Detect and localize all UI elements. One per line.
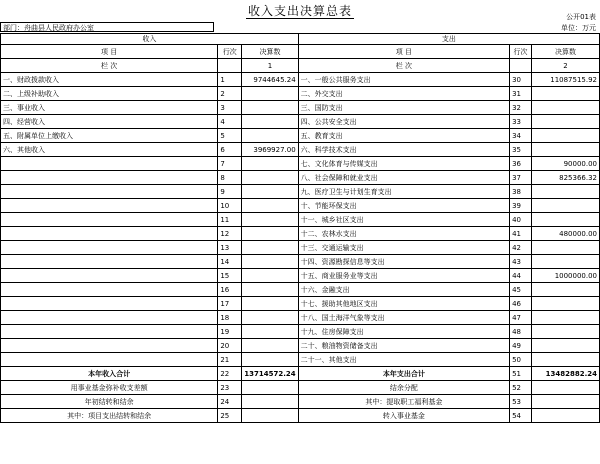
- expense-amount-header: 决算数: [532, 45, 600, 59]
- expense-amount-cell[interactable]: [532, 115, 600, 129]
- income-item-cell: [1, 339, 218, 353]
- expense-line-cell: 41: [510, 227, 532, 241]
- expense-section-header: 支出: [298, 34, 599, 45]
- table-row: [1, 325, 600, 339]
- income-amount-cell[interactable]: [242, 171, 298, 185]
- expense-amount-cell[interactable]: [532, 241, 600, 255]
- expense-column-label: 栏 次: [298, 59, 509, 73]
- income-amount-header: 决算数: [242, 45, 298, 59]
- income-amount-cell[interactable]: [242, 395, 298, 409]
- income-line-cell: 25: [218, 409, 242, 423]
- income-amount-cell[interactable]: [242, 87, 298, 101]
- summary-table: [0, 33, 600, 423]
- expense-line-cell: 47: [510, 311, 532, 325]
- report-title: [0, 2, 600, 19]
- income-item-cell: 本年收入合计: [1, 367, 218, 381]
- expense-item-cell: 一、一般公共服务支出: [298, 73, 509, 87]
- income-line-cell: 21: [218, 353, 242, 367]
- income-item-header: 项 目: [1, 45, 218, 59]
- expense-line-cell: 54: [510, 409, 532, 423]
- table-row: [1, 199, 600, 213]
- expense-item-cell: 二十、粮油物资储备支出: [298, 339, 509, 353]
- table-body: [1, 73, 600, 423]
- expense-line-cell: 42: [510, 241, 532, 255]
- income-line-cell: 6: [218, 143, 242, 157]
- table-row: [1, 87, 600, 101]
- income-amount-cell[interactable]: [242, 311, 298, 325]
- table-row: [1, 115, 600, 129]
- income-amount-cell[interactable]: [242, 283, 298, 297]
- table-row: [1, 395, 600, 409]
- income-line-cell: 16: [218, 283, 242, 297]
- expense-line-header: 行次: [510, 45, 532, 59]
- expense-line-cell: 33: [510, 115, 532, 129]
- income-amount-cell[interactable]: [242, 269, 298, 283]
- expense-line-cell: 39: [510, 199, 532, 213]
- expense-item-cell: 其中：提取职工福利基金: [298, 395, 509, 409]
- expense-amount-cell[interactable]: [532, 297, 600, 311]
- income-amount-cell[interactable]: [242, 325, 298, 339]
- expense-line-cell: 44: [510, 269, 532, 283]
- expense-item-cell: 五、教育支出: [298, 129, 509, 143]
- expense-line-cell: 52: [510, 381, 532, 395]
- income-amount-cell[interactable]: [242, 185, 298, 199]
- income-item-cell: 四、经营收入: [1, 115, 218, 129]
- income-amount-cell[interactable]: [242, 241, 298, 255]
- income-line-cell: 18: [218, 311, 242, 325]
- income-amount-cell[interactable]: [242, 129, 298, 143]
- table-row: [1, 129, 600, 143]
- expense-amount-cell[interactable]: [532, 143, 600, 157]
- expense-line-cell: 34: [510, 129, 532, 143]
- income-line-header: 行次: [218, 45, 242, 59]
- income-item-cell: 年初结转和结余: [1, 395, 218, 409]
- income-item-cell: 其中：项目支出结转和结余: [1, 409, 218, 423]
- expense-amount-cell[interactable]: [532, 129, 600, 143]
- table-row: [1, 381, 600, 395]
- expense-line-cell: 49: [510, 339, 532, 353]
- section-header-row: [1, 34, 600, 45]
- expense-item-cell: 十、节能环保支出: [298, 199, 509, 213]
- income-item-cell: 用事业基金弥补收支差额: [1, 381, 218, 395]
- expense-line-cell: 37: [510, 171, 532, 185]
- table-row: [1, 409, 600, 423]
- income-line-cell: 22: [218, 367, 242, 381]
- unit-label: 单位：万元: [561, 24, 596, 32]
- income-amount-cell[interactable]: [242, 101, 298, 115]
- column-header-row: [1, 45, 600, 59]
- income-amount-cell[interactable]: [242, 353, 298, 367]
- income-line-cell: 5: [218, 129, 242, 143]
- expense-amount-cell[interactable]: 90000.00: [532, 157, 600, 171]
- table-row: [1, 339, 600, 353]
- income-line-cell: 24: [218, 395, 242, 409]
- expense-line-cell: 35: [510, 143, 532, 157]
- income-column-number: 1: [242, 59, 298, 73]
- income-line-cell: 17: [218, 297, 242, 311]
- table-row: [1, 143, 600, 157]
- expense-line-cell: 48: [510, 325, 532, 339]
- expense-line-cell: 53: [510, 395, 532, 409]
- expense-line-cell: 32: [510, 101, 532, 115]
- income-line-cell: 8: [218, 171, 242, 185]
- income-item-cell: [1, 255, 218, 269]
- expense-line-cell: 40: [510, 213, 532, 227]
- expense-column-line-blank: [510, 59, 532, 73]
- expense-amount-cell[interactable]: 1000000.00: [532, 269, 600, 283]
- expense-amount-cell[interactable]: [532, 311, 600, 325]
- income-amount-cell[interactable]: [242, 255, 298, 269]
- income-line-cell: 2: [218, 87, 242, 101]
- table-row: [1, 353, 600, 367]
- table-row: [1, 241, 600, 255]
- expense-column-number: 2: [532, 59, 600, 73]
- income-line-cell: 4: [218, 115, 242, 129]
- expense-item-cell: 转入事业基金: [298, 409, 509, 423]
- report-title-text: 收入支出决算总表: [247, 4, 352, 18]
- income-line-cell: 20: [218, 339, 242, 353]
- income-line-cell: 14: [218, 255, 242, 269]
- table-row: [1, 297, 600, 311]
- income-item-cell: 三、事业收入: [1, 101, 218, 115]
- income-item-cell: [1, 269, 218, 283]
- income-item-cell: [1, 353, 218, 367]
- income-amount-cell[interactable]: [242, 297, 298, 311]
- income-item-cell: [1, 199, 218, 213]
- income-item-cell: [1, 283, 218, 297]
- expense-item-cell: 十二、农林水支出: [298, 227, 509, 241]
- income-section-header: 收入: [1, 34, 299, 45]
- income-item-cell: 五、附属单位上缴收入: [1, 129, 218, 143]
- income-line-cell: 1: [218, 73, 242, 87]
- expense-item-cell: 十六、金融支出: [298, 283, 509, 297]
- income-item-cell: [1, 185, 218, 199]
- table-row: [1, 171, 600, 185]
- expense-amount-cell[interactable]: [532, 101, 600, 115]
- income-item-cell: [1, 325, 218, 339]
- column-index-row: [1, 59, 600, 73]
- income-line-cell: 19: [218, 325, 242, 339]
- table-row: [1, 283, 600, 297]
- income-line-cell: 13: [218, 241, 242, 255]
- expense-line-cell: 50: [510, 353, 532, 367]
- income-amount-cell[interactable]: [242, 157, 298, 171]
- income-line-cell: 12: [218, 227, 242, 241]
- expense-item-cell: 十一、城乡社区支出: [298, 213, 509, 227]
- income-column-line-blank: [218, 59, 242, 73]
- table-row: [1, 213, 600, 227]
- income-item-cell: [1, 213, 218, 227]
- income-item-cell: [1, 157, 218, 171]
- expense-amount-cell[interactable]: [532, 409, 600, 423]
- expense-amount-cell[interactable]: 11087515.92: [532, 73, 600, 87]
- expense-amount-cell[interactable]: [532, 185, 600, 199]
- expense-item-cell: 二十一、其他支出: [298, 353, 509, 367]
- expense-item-cell: 八、社会保障和就业支出: [298, 171, 509, 185]
- income-amount-cell[interactable]: [242, 409, 298, 423]
- expense-amount-cell[interactable]: [532, 395, 600, 409]
- income-line-cell: 9: [218, 185, 242, 199]
- income-amount-cell[interactable]: [242, 213, 298, 227]
- income-amount-cell[interactable]: [242, 381, 298, 395]
- expense-line-cell: 43: [510, 255, 532, 269]
- income-item-cell: [1, 241, 218, 255]
- income-line-cell: 11: [218, 213, 242, 227]
- income-line-cell: 7: [218, 157, 242, 171]
- expense-amount-cell[interactable]: [532, 353, 600, 367]
- expense-item-cell: 十八、国土海洋气象等支出: [298, 311, 509, 325]
- income-line-cell: 23: [218, 381, 242, 395]
- expense-item-cell: 十五、商业服务业等支出: [298, 269, 509, 283]
- expense-line-cell: 31: [510, 87, 532, 101]
- expense-item-cell: 三、国防支出: [298, 101, 509, 115]
- expense-amount-cell[interactable]: [532, 339, 600, 353]
- expense-amount-cell[interactable]: 480000.00: [532, 227, 600, 241]
- expense-item-cell: 六、科学技术支出: [298, 143, 509, 157]
- department-field[interactable]: 部门：舟曲县人民政府办公室: [0, 22, 214, 32]
- expense-line-cell: 51: [510, 367, 532, 381]
- expense-amount-cell[interactable]: [532, 381, 600, 395]
- expense-line-cell: 30: [510, 73, 532, 87]
- income-amount-cell[interactable]: [242, 227, 298, 241]
- income-amount-cell[interactable]: [242, 339, 298, 353]
- expense-item-cell: 本年支出合计: [298, 367, 509, 381]
- income-amount-cell[interactable]: [242, 199, 298, 213]
- expense-line-cell: 38: [510, 185, 532, 199]
- expense-item-cell: 十三、交通运输支出: [298, 241, 509, 255]
- table-row: [1, 311, 600, 325]
- income-column-label: 栏 次: [1, 59, 218, 73]
- expense-line-cell: 36: [510, 157, 532, 171]
- expense-amount-cell[interactable]: [532, 213, 600, 227]
- table-row: [1, 185, 600, 199]
- income-amount-cell[interactable]: [242, 115, 298, 129]
- table-row: [1, 101, 600, 115]
- income-line-cell: 15: [218, 269, 242, 283]
- expense-amount-cell[interactable]: 825366.32: [532, 171, 600, 185]
- expense-item-cell: 九、医疗卫生与计划生育支出: [298, 185, 509, 199]
- expense-item-cell: 结余分配: [298, 381, 509, 395]
- income-item-cell: [1, 311, 218, 325]
- income-line-cell: 3: [218, 101, 242, 115]
- income-amount-cell[interactable]: 13714572.24: [242, 367, 298, 381]
- income-item-cell: 二、上级补助收入: [1, 87, 218, 101]
- expense-item-cell: 二、外交支出: [298, 87, 509, 101]
- expense-amount-cell[interactable]: [532, 199, 600, 213]
- expense-item-cell: 十九、住房保障支出: [298, 325, 509, 339]
- income-line-cell: 10: [218, 199, 242, 213]
- income-amount-cell[interactable]: 3969927.00: [242, 143, 298, 157]
- expense-item-cell: 十四、资源勘探信息等支出: [298, 255, 509, 269]
- income-item-cell: [1, 297, 218, 311]
- table-row: [1, 269, 600, 283]
- expense-item-cell: 十七、援助其他地区支出: [298, 297, 509, 311]
- expense-item-cell: 七、文化体育与传媒支出: [298, 157, 509, 171]
- income-item-cell: [1, 171, 218, 185]
- table-row: [1, 157, 600, 171]
- expense-line-cell: 45: [510, 283, 532, 297]
- report-meta: [561, 12, 596, 34]
- table-row: [1, 367, 600, 381]
- expense-item-cell: 四、公共安全支出: [298, 115, 509, 129]
- expense-line-cell: 46: [510, 297, 532, 311]
- income-item-cell: [1, 227, 218, 241]
- expense-amount-cell[interactable]: [532, 87, 600, 101]
- expense-amount-cell[interactable]: [532, 325, 600, 339]
- table-row: [1, 255, 600, 269]
- expense-amount-cell[interactable]: 13482882.24: [532, 367, 600, 381]
- table-row: [1, 73, 600, 87]
- expense-item-header: 项 目: [298, 45, 509, 59]
- expense-amount-cell[interactable]: [532, 283, 600, 297]
- form-code: 公开01表: [566, 13, 596, 21]
- income-amount-cell[interactable]: 9744645.24: [242, 73, 298, 87]
- table-row: [1, 227, 600, 241]
- expense-amount-cell[interactable]: [532, 255, 600, 269]
- income-item-cell: 六、其他收入: [1, 143, 218, 157]
- income-item-cell: 一、财政拨款收入: [1, 73, 218, 87]
